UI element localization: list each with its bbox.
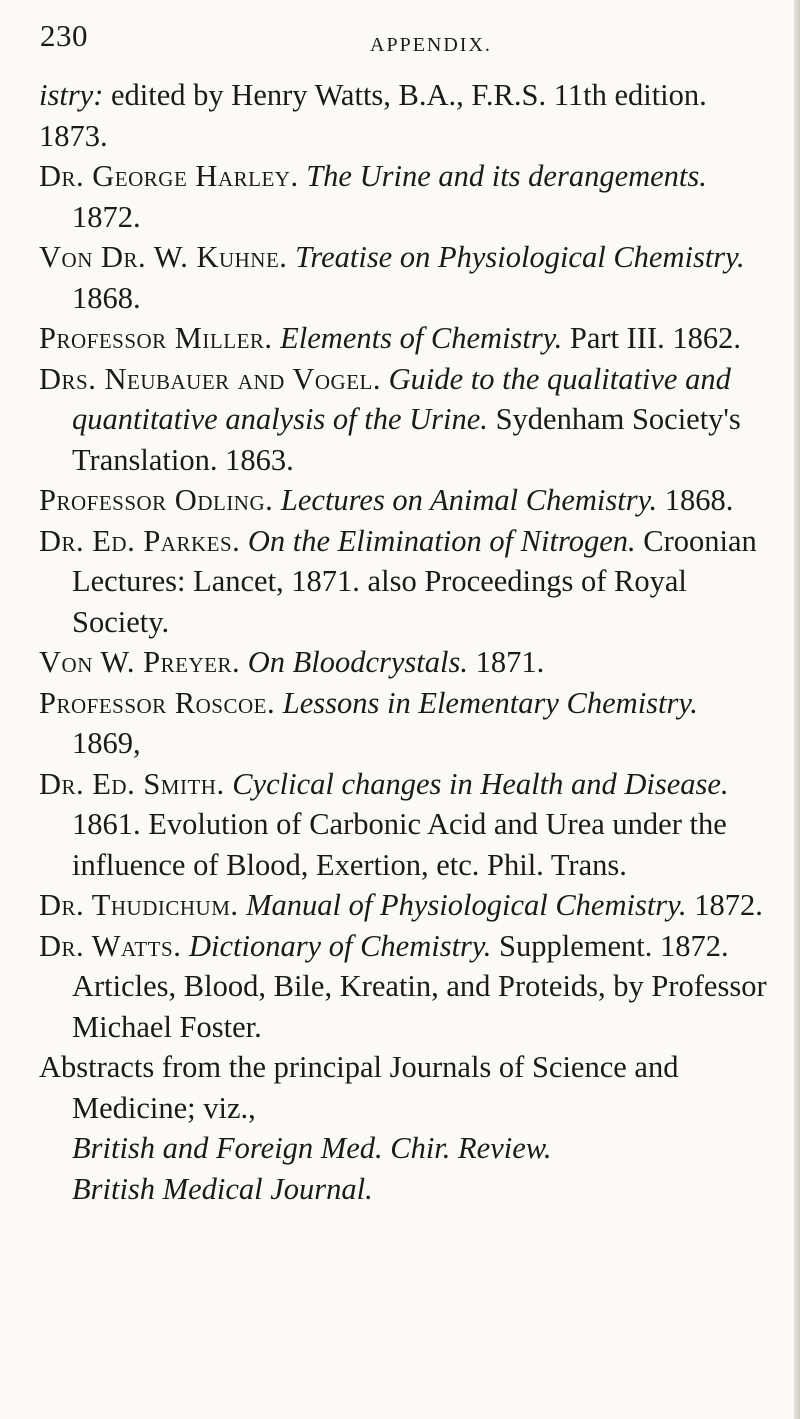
entry-details: Abstracts from the principal Journals of Science and Medicine; viz., (39, 1050, 679, 1125)
bibliography-entry (39, 318, 769, 359)
entry-details: Supplement. 1872. Articles, Blood, Bile, Kreatin, and Proteids, by Professor Michael Foster. (72, 928, 767, 1044)
entry-author: Dr. George Harley. (39, 159, 299, 193)
page-header (40, 18, 760, 58)
entry-details: Part III. 1862. (562, 321, 741, 355)
entry-author: Dr. Watts. (39, 928, 182, 963)
bibliography-entry (39, 521, 769, 643)
bibliography (39, 75, 769, 1209)
entry-author: Dr. Ed. Smith. (39, 766, 225, 801)
bibliography-entry (39, 75, 769, 156)
bibliography-entry (39, 237, 769, 318)
entry-title: Guide to the qualitative and quantitative analysis of the Urine. (72, 361, 731, 436)
entry-title: istry: (39, 78, 104, 112)
entry-title: The Urine and its derangements. (306, 159, 707, 193)
entry-details: Croonian Lectures: Lancet, 1871. also Proceedings of Royal Society. (72, 523, 757, 639)
bibliography-entry (39, 642, 769, 683)
entry-title: Cyclical changes in Health and Disease. (232, 766, 729, 801)
bibliography-entry (39, 359, 769, 481)
entry-author: Dr. Ed. Parkes. (39, 523, 241, 558)
entry-author: Professor Miller. (39, 321, 273, 355)
entry-details: 1872. (686, 888, 763, 922)
entry-details: edited by Henry Watts, B.A., F.R.S. 11th edition. 1873. (39, 78, 707, 153)
page-number: 230 (40, 18, 88, 53)
entry-details: Sydenham Society's Translation. 1863. (72, 402, 741, 477)
entry-title: On Bloodcrystals. (247, 645, 468, 679)
journal-title: British Medical Journal. (72, 1171, 373, 1206)
entry-details: 1861. Evolution of Carbonic Acid and Urea under the influence of Blood, Exertion, etc. Phil. Trans. (72, 807, 727, 882)
bibliography-entry (39, 683, 769, 764)
entry-details: 1868. (657, 483, 734, 517)
entry-title: On the Elimination of Nitrogen. (247, 523, 636, 558)
bibliography-entry (39, 926, 769, 1048)
entry-details: 1872. (72, 199, 141, 234)
entry-title: Lectures on Animal Chemistry. (280, 483, 658, 517)
entry-title: Lessons in Elementary Chemistry. (282, 685, 698, 720)
running-head: APPENDIX. (370, 34, 492, 56)
entry-details: 1869, (72, 726, 141, 760)
page-edge (794, 0, 800, 1419)
entry-author: Professor Odling. (39, 483, 274, 517)
entry-author: Von Dr. W. Kuhne. (39, 240, 288, 274)
bibliography-entry (39, 480, 769, 521)
entry-author: Von W. Preyer. (39, 645, 241, 679)
journal-title: British and Foreign Med. Chir. Review. (72, 1131, 552, 1165)
bibliography-entry (39, 885, 769, 926)
entry-title: Treatise on Physiological Chemistry. (295, 240, 745, 274)
entry-title: Elements of Chemistry. (280, 321, 563, 355)
entry-author: Drs. Neubauer and Vogel. (39, 361, 381, 396)
bibliography-entry (39, 156, 769, 237)
bibliography-entry (39, 1047, 769, 1128)
entry-author: Dr. Thudichum. (39, 888, 239, 922)
entry-author: Professor Roscoe. (39, 685, 276, 720)
entry-title: Manual of Physiological Chemistry. (246, 888, 687, 922)
entry-details: 1868. (72, 280, 141, 315)
entry-title: Dictionary of Chemistry. (188, 928, 492, 963)
entry-details: 1871. (467, 645, 545, 679)
bibliography-entry (39, 764, 769, 886)
